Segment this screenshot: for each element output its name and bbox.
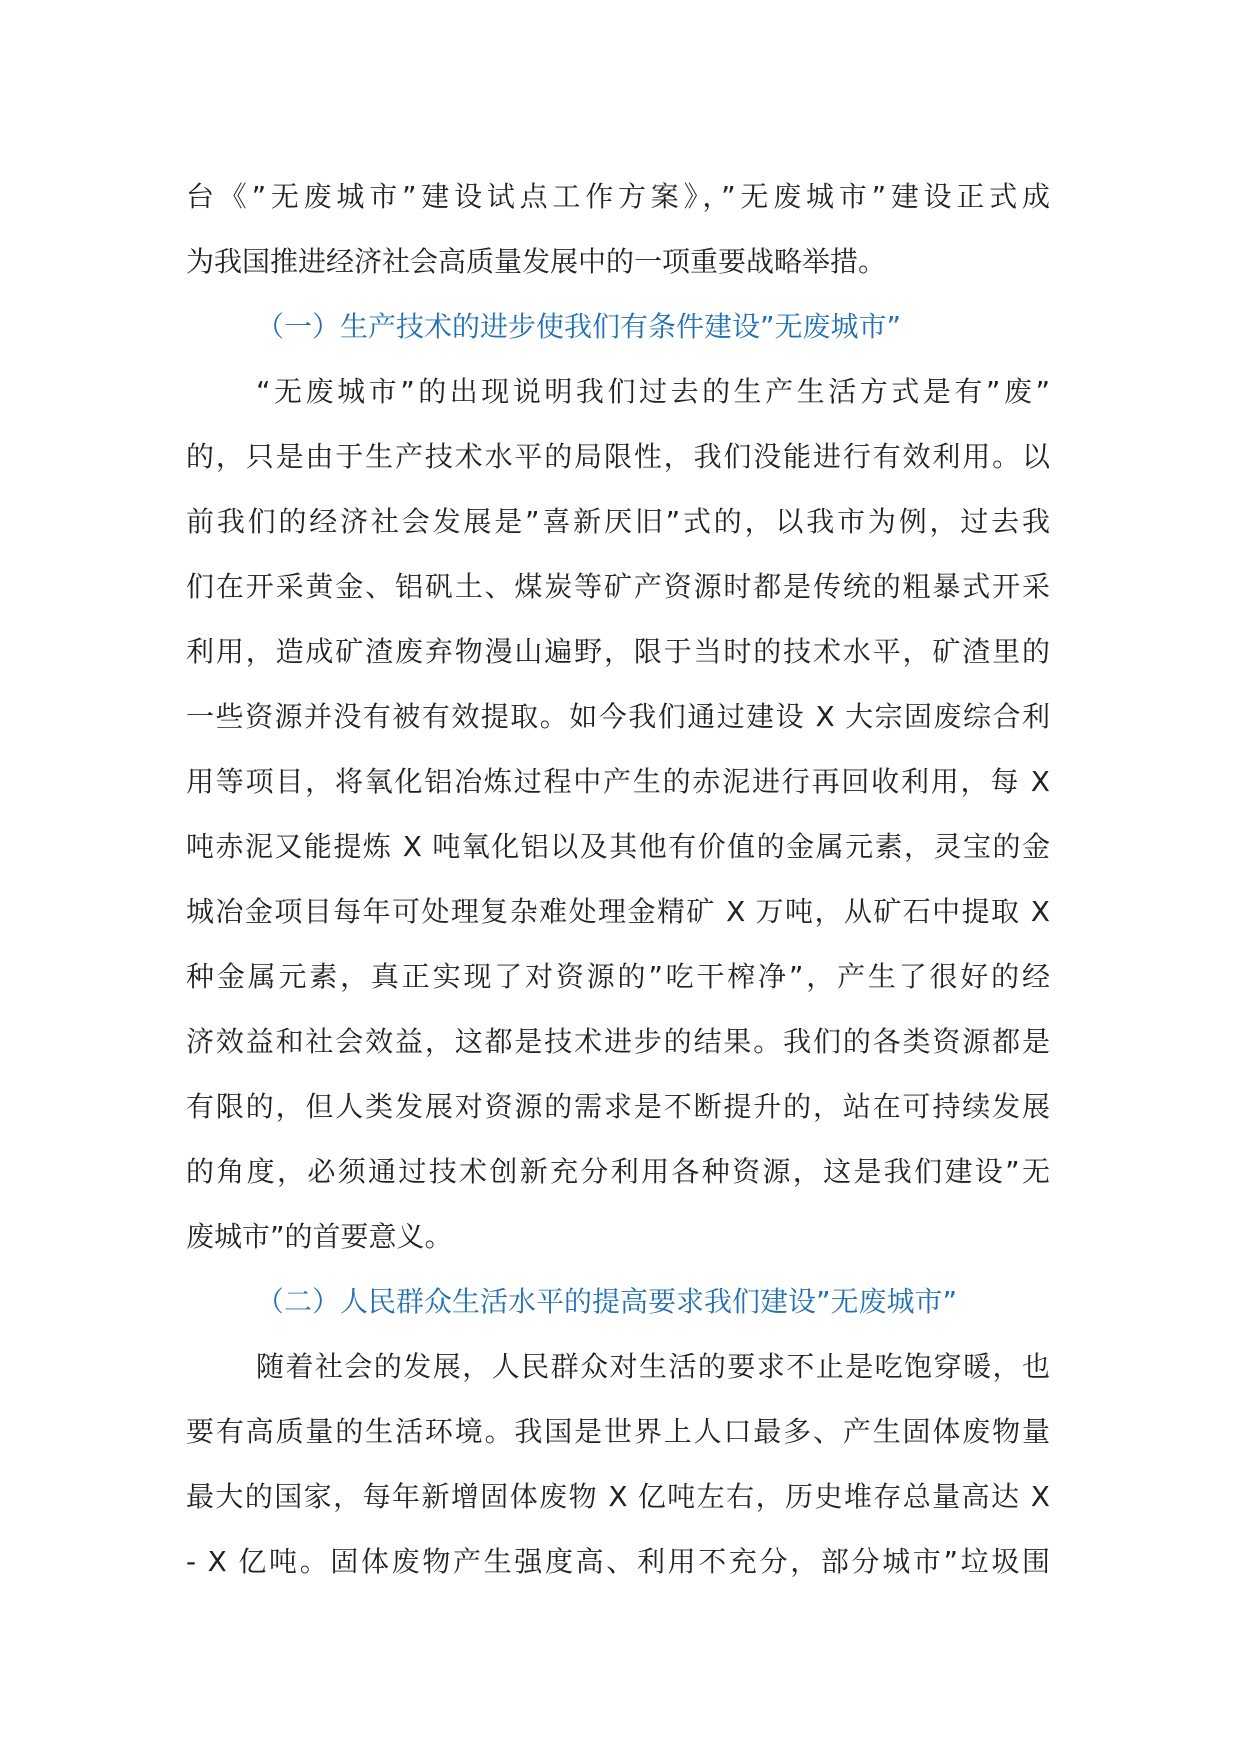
text-line: “无废城市”的出现说明我们过去的生产生活方式是有”废” (256, 375, 1050, 408)
section-heading-2: （二）人民群众生活水平的提高要求我们建设”无废城市” (256, 1285, 958, 1318)
text-line: 一些资源并没有被有效提取。如今我们通过建设 X 大宗固废综合利 (186, 700, 1050, 733)
intro-paragraph (186, 164, 1050, 294)
text-line: 要有高质量的生活环境。我国是世界上人口最多、产生固体废物量 (186, 1415, 1050, 1448)
section-heading-1: （一）生产技术的进步使我们有条件建设”无废城市” (256, 310, 902, 343)
section-1-paragraph (186, 359, 1050, 1269)
text-line: 利用，造成矿渣废弃物漫山遍野，限于当时的技术水平，矿渣里的 (186, 635, 1050, 668)
section-2-paragraph (186, 1334, 1050, 1594)
text-line: 废城市”的首要意义。 (186, 1220, 453, 1253)
text-line: 为我国推进经济社会高质量发展中的一项重要战略举措。 (186, 245, 887, 278)
document-page (186, 164, 1050, 1594)
text-line: 吨赤泥又能提炼 X 吨氧化铝以及其他有价值的金属元素，灵宝的金 (186, 830, 1050, 863)
text-line: - X 亿吨。固体废物产生强度高、利用不充分，部分城市”垃圾围 (186, 1545, 1050, 1578)
text-line: 前我们的经济社会发展是”喜新厌旧”式的，以我市为例，过去我 (186, 505, 1050, 538)
text-line: 最大的国家，每年新增固体废物 X 亿吨左右，历史堆存总量高达 X (186, 1480, 1050, 1513)
text-line: 随着社会的发展，人民群众对生活的要求不止是吃饱穿暖，也 (256, 1350, 1050, 1383)
text-line: 台《”无废城市”建设试点工作方案》，”无废城市”建设正式成 (186, 180, 1050, 213)
text-line: 的角度，必须通过技术创新充分利用各种资源，这是我们建设”无 (186, 1155, 1050, 1188)
text-line: 的，只是由于生产技术水平的局限性，我们没能进行有效利用。以 (186, 440, 1050, 473)
text-line: 城冶金项目每年可处理复杂难处理金精矿 X 万吨，从矿石中提取 X (186, 895, 1050, 928)
text-line: 种金属元素，真正实现了对资源的”吃干榨净”，产生了很好的经 (186, 960, 1050, 993)
text-line: 有限的，但人类发展对资源的需求是不断提升的，站在可持续发展 (186, 1090, 1050, 1123)
text-line: 济效益和社会效益，这都是技术进步的结果。我们的各类资源都是 (186, 1025, 1050, 1058)
text-line: 们在开采黄金、铝矾土、煤炭等矿产资源时都是传统的粗暴式开采 (186, 570, 1050, 603)
text-line: 用等项目，将氧化铝冶炼过程中产生的赤泥进行再回收利用，每 X (186, 765, 1050, 798)
